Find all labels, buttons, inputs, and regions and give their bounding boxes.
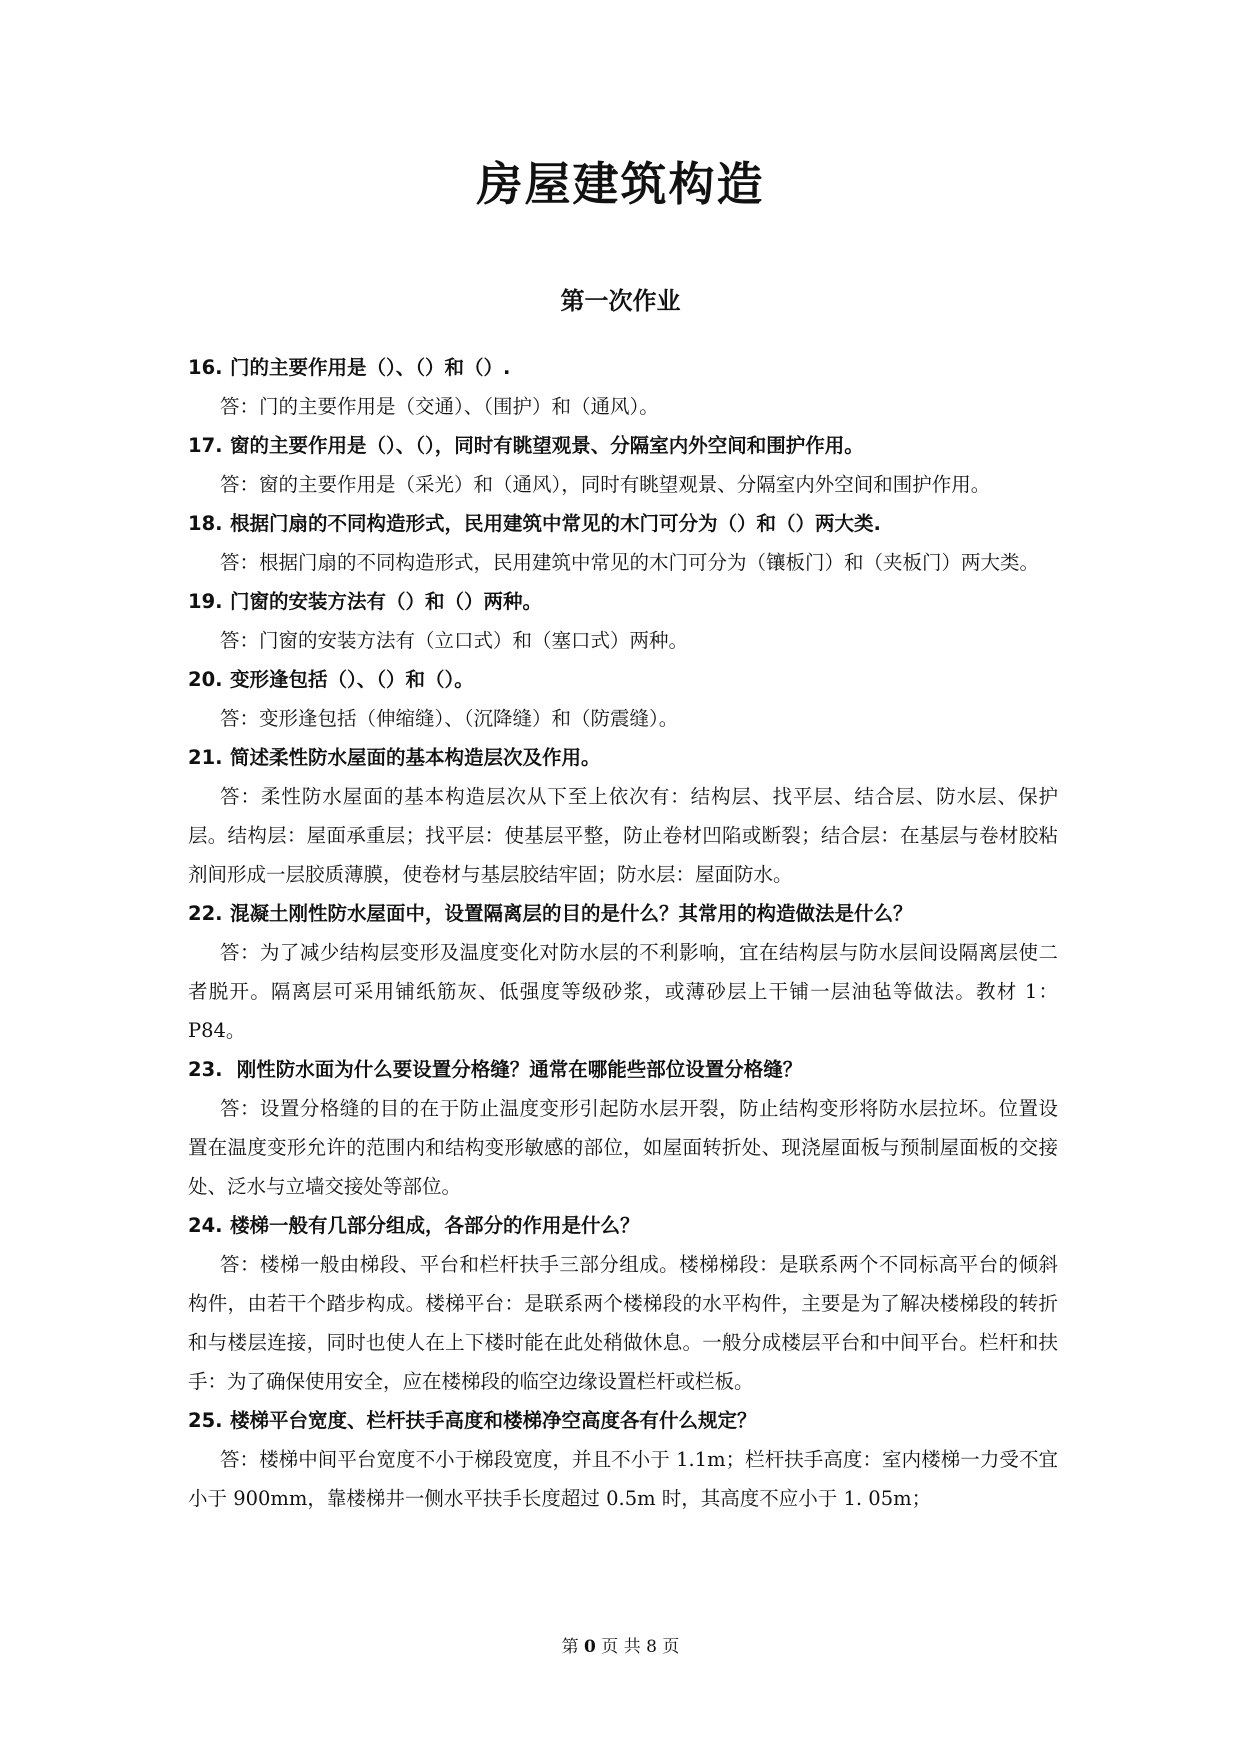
qa-item-19 bbox=[188, 582, 1058, 660]
answer: 答：门窗的安装方法有（立口式）和（塞口式）两种。 bbox=[220, 629, 689, 652]
question-text: 楼梯平台宽度、栏杆扶手高度和楼梯净空高度各有什么规定？ bbox=[230, 1409, 757, 1432]
question-number: 22. bbox=[188, 902, 223, 925]
footer-middle: 页 共 bbox=[601, 1637, 641, 1657]
question-text: 简述柔性防水屋面的基本构造层次及作用。 bbox=[230, 746, 601, 769]
question-text: 根据门扇的不同构造形式，民用建筑中常见的木门可分为（）和（）两大类. bbox=[230, 512, 881, 535]
answer: 答：变形逢包括（伸缩缝）、（沉降缝）和（防震缝）。 bbox=[220, 707, 679, 730]
answer: 答：窗的主要作用是（采光）和（通风），同时有眺望观景、分隔室内外空间和围护作用。 bbox=[220, 473, 991, 496]
qa-item-24 bbox=[188, 1206, 1058, 1401]
question-text: 楼梯一般有几部分组成，各部分的作用是什么？ bbox=[230, 1214, 640, 1237]
qa-item-20 bbox=[188, 660, 1058, 738]
question-number: 19. bbox=[188, 590, 223, 613]
question-text: 变形逢包括（）、（）和（）。 bbox=[230, 668, 474, 691]
qa-item-16 bbox=[188, 348, 1058, 426]
question-text: 刚性防水面为什么要设置分格缝？通常在哪能些部位设置分格缝？ bbox=[230, 1058, 803, 1081]
question-number: 20. bbox=[188, 668, 223, 691]
document-subtitle: 第一次作业 bbox=[560, 286, 681, 315]
question-text: 门的主要作用是（）、（）和（）. bbox=[230, 356, 511, 379]
document-title: 房屋建筑构造 bbox=[476, 157, 765, 211]
qa-item-25 bbox=[188, 1401, 1058, 1518]
answer: 答：楼梯一般由梯段、平台和栏杆扶手三部分组成。楼梯梯段：是联系两个不同标高平台的倾斜构件，由若干个踏步构成。楼梯平台：是联系两个楼梯段的水平构件，主要是为了解决楼梯段的转折和与楼层连接，同时也使人在上下楼时能在此处稍做休息。一般分成楼层平台和中间平台。栏杆和扶手：为了确保使用安全，应在楼梯段的临空边缘设置栏杆或栏板。 bbox=[188, 1253, 1058, 1393]
answer: 答：设置分格缝的目的在于防止温度变形引起防水层开裂，防止结构变形将防水层拉坏。位置设置在温度变形允许的范围内和结构变形敏感的部位，如屋面转折处、现浇屋面板与预制屋面板的交接处、泛水与立墙交接处等部位。 bbox=[188, 1097, 1058, 1198]
question-text: 混凝土刚性防水屋面中，设置隔离层的目的是什么？其常用的构造做法是什么？ bbox=[230, 902, 913, 925]
qa-item-17 bbox=[188, 426, 1058, 504]
answer: 答：楼梯中间平台宽度不小于梯段宽度，并且不小于 1.1m；栏杆扶手高度：室内楼梯一力受不宜小于 900mm，靠楼梯井一侧水平扶手长度超过 0.5m 时，其高度不应小于 1. 05m； bbox=[188, 1448, 1058, 1510]
question bbox=[188, 426, 1058, 465]
page-number: 0 bbox=[584, 1637, 596, 1657]
question-text: 窗的主要作用是（）、（），同时有眺望观景、分隔室内外空间和围护作用。 bbox=[230, 434, 864, 457]
question bbox=[188, 348, 1058, 387]
question bbox=[188, 1206, 1058, 1245]
question bbox=[188, 582, 1058, 621]
question-number: 25. bbox=[188, 1409, 223, 1432]
answer: 答：柔性防水屋面的基本构造层次从下至上依次有：结构层、找平层、结合层、防水层、保护层。结构层：屋面承重层；找平层：使基层平整，防止卷材凹陷或断裂；结合层：在基层与卷材胶粘剂间形成一层胶质薄膜，使卷材与基层胶结牢固；防水层：屋面防水。 bbox=[188, 785, 1058, 886]
question-text: 门窗的安装方法有（）和（）两种。 bbox=[230, 590, 543, 613]
question bbox=[188, 738, 1058, 777]
question-number: 16. bbox=[188, 356, 223, 379]
question bbox=[188, 1050, 1058, 1089]
footer-prefix: 第 bbox=[561, 1637, 579, 1657]
question-number: 24. bbox=[188, 1214, 223, 1237]
question bbox=[188, 1401, 1058, 1440]
question bbox=[188, 894, 1058, 933]
qa-list bbox=[188, 348, 1058, 1518]
answer: 答：为了减少结构层变形及温度变化对防水层的不利影响，宜在结构层与防水层间设隔离层使二者脱开。隔离层可采用铺纸筋灰、低强度等级砂浆，或薄砂层上干铺一层油毡等做法。教材 1：P84。 bbox=[188, 941, 1058, 1042]
answer: 答：门的主要作用是（交通）、（围护）和（通风）。 bbox=[220, 395, 659, 418]
footer-suffix: 页 bbox=[662, 1637, 680, 1657]
qa-item-18 bbox=[188, 504, 1058, 582]
question-number: 17. bbox=[188, 434, 223, 457]
page-footer bbox=[0, 1632, 1241, 1657]
question bbox=[188, 504, 1058, 543]
question-number: 21. bbox=[188, 746, 223, 769]
question bbox=[188, 660, 1058, 699]
question-number: 23. bbox=[188, 1058, 223, 1081]
answer: 答：根据门扇的不同构造形式，民用建筑中常见的木门可分为（镶板门）和（夹板门）两大类。 bbox=[220, 551, 1040, 574]
qa-item-23 bbox=[188, 1050, 1058, 1206]
page-total: 8 bbox=[646, 1637, 657, 1657]
qa-item-22 bbox=[188, 894, 1058, 1050]
question-number: 18. bbox=[188, 512, 223, 535]
qa-item-21 bbox=[188, 738, 1058, 894]
